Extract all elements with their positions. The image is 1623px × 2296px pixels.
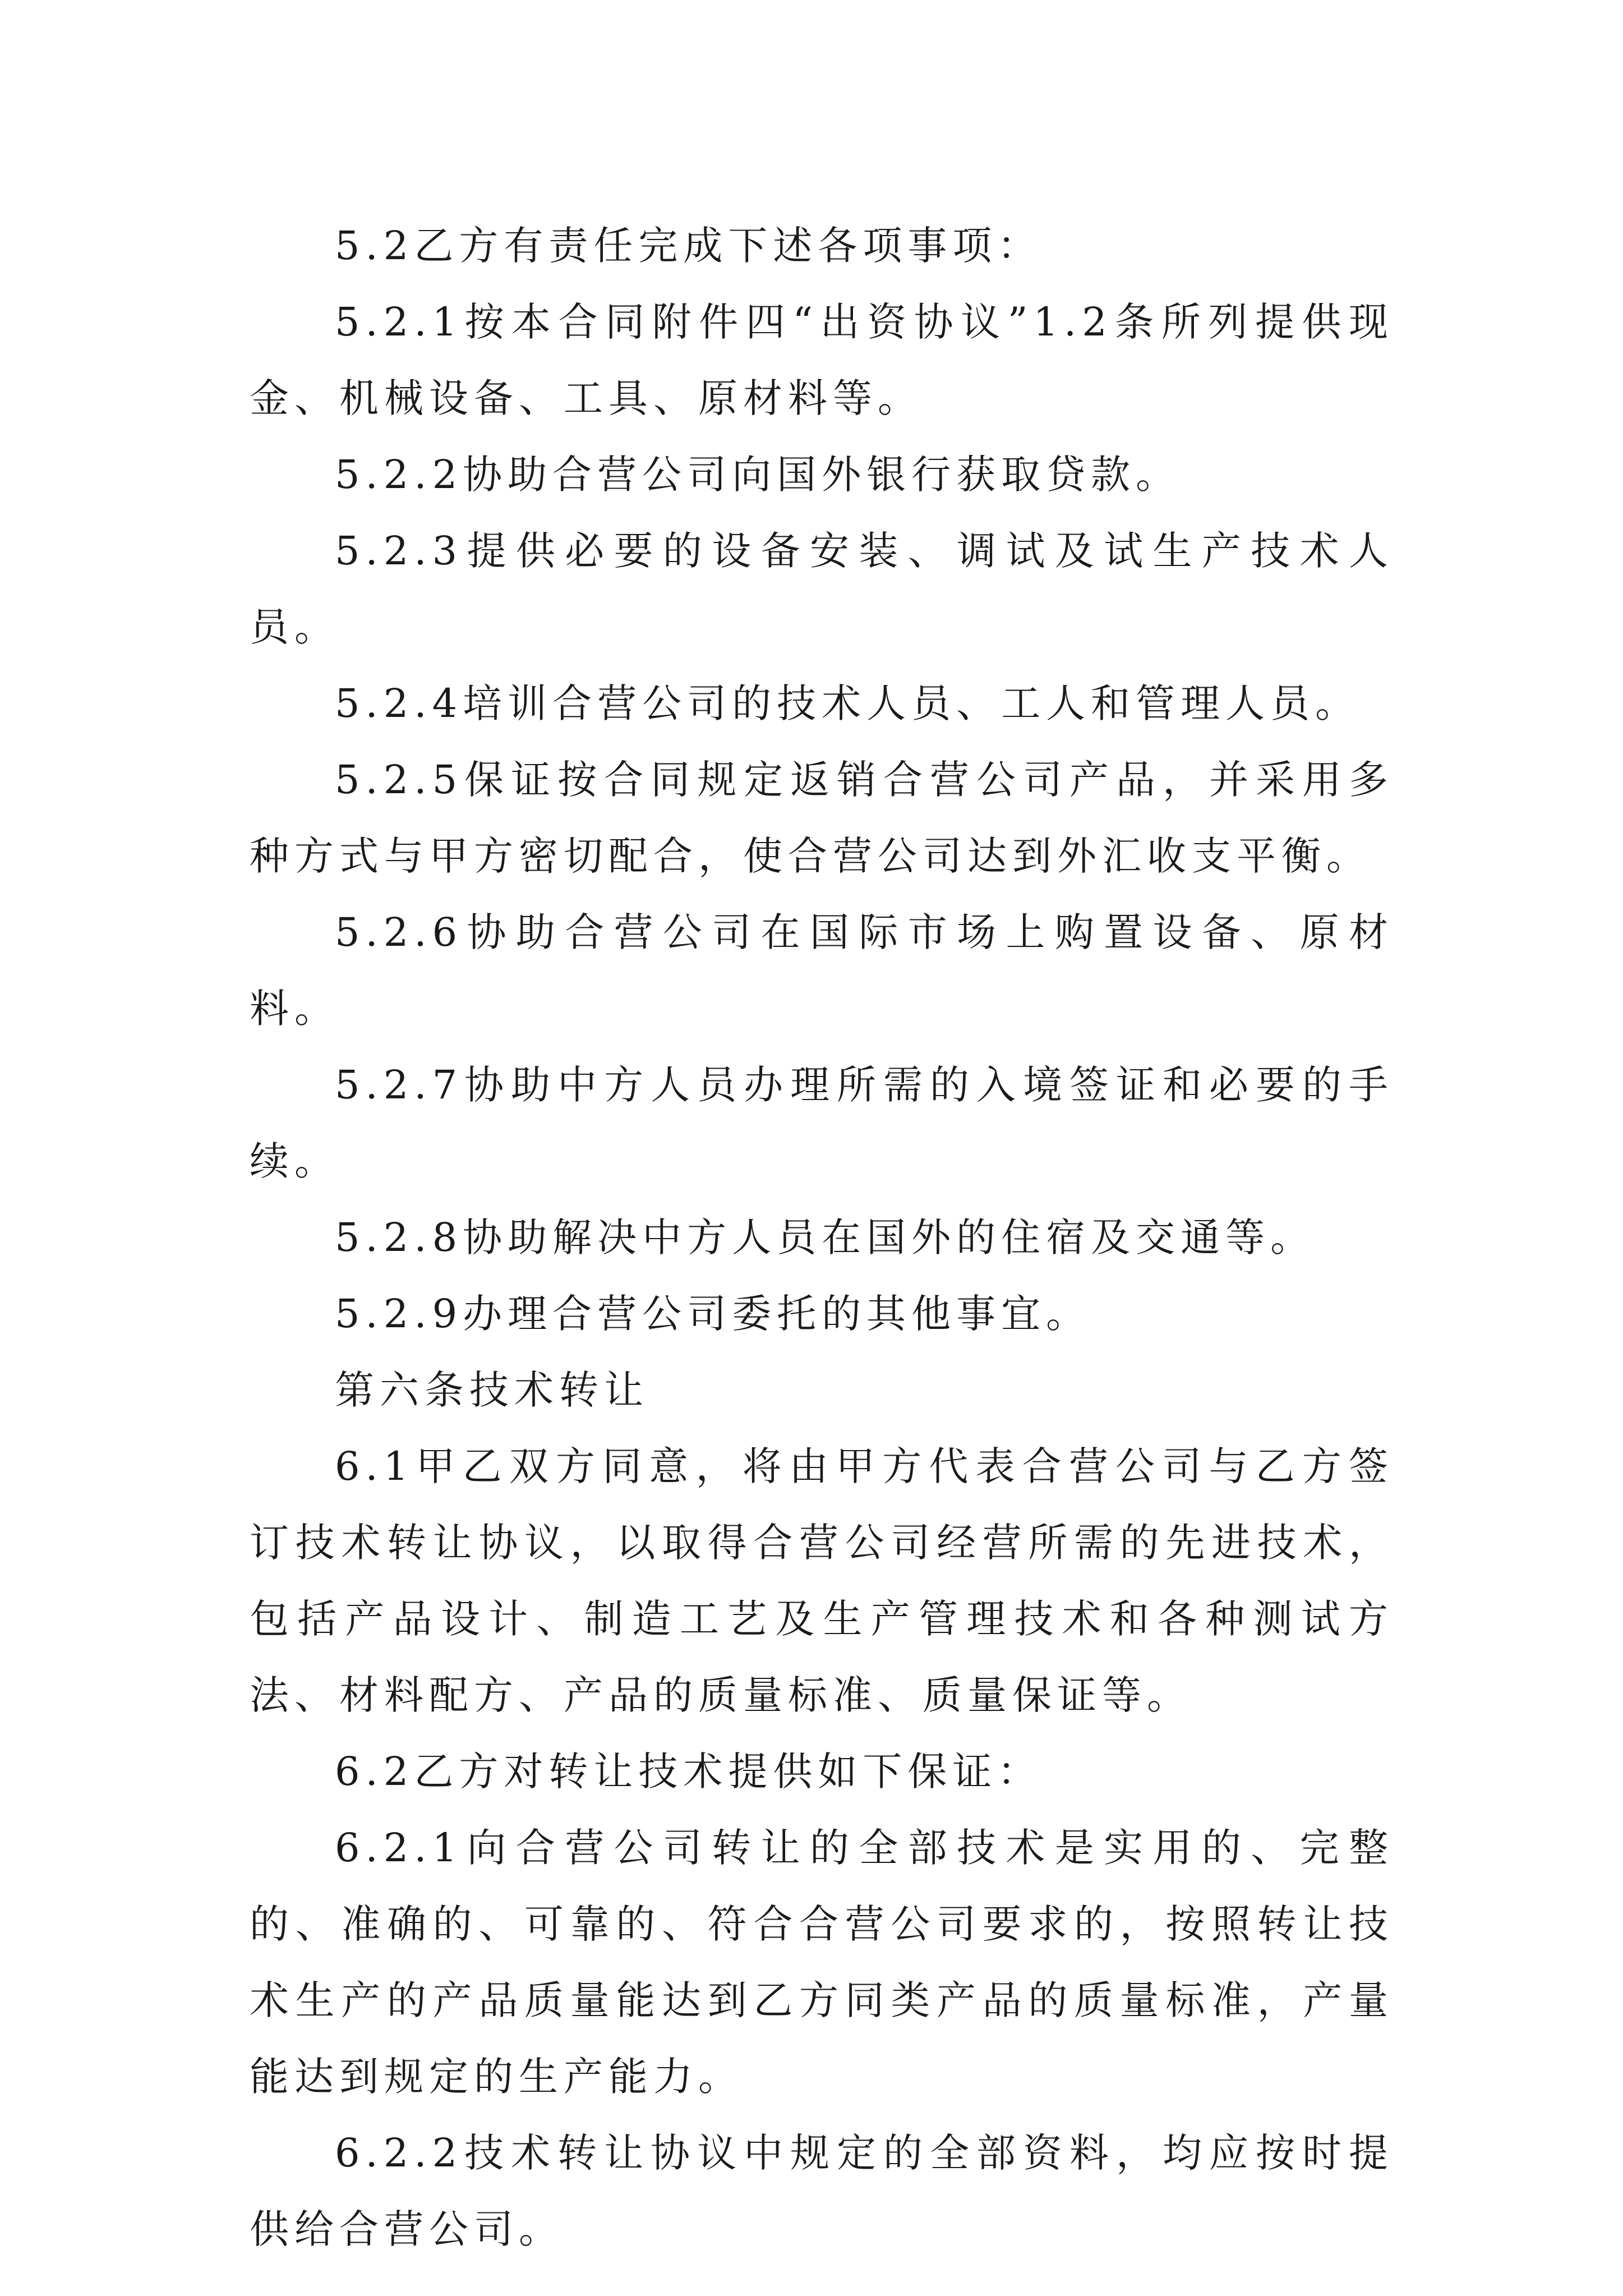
paragraph-5-2-2: 5.2.2协助合营公司向国外银行获取贷款。: [335, 452, 1181, 498]
paragraph-6-2-1: 6.2.1向合营公司转让的全部技术是实用的、完整的、准确的、可靠的、符合合营公司要求的，按照转让技术生产的产品质量能达到乙方同类产品的质量标准，产量能达到规定的生产能力。: [250, 1825, 1394, 2100]
paragraph-5-2-1: 5.2.1按本合同附件四“出资协议”1.2条所列提供现金、机械设备、工具、原材料等。: [250, 299, 1394, 421]
paragraph-5-2-3: 5.2.3提供必要的设备安装、调试及试生产技术人员。: [250, 528, 1394, 650]
paragraph-5-2-5: 5.2.5保证按合同规定返销合营公司产品，并采用多种方式与甲方密切配合，使合营公司达到外汇收支平衡。: [250, 757, 1394, 879]
paragraph-5-2-8: 5.2.8协助解决中方人员在国外的住宿及交通等。: [335, 1214, 1316, 1260]
paragraph-6-2-2: 6.2.2技术转让协议中规定的全部资料，均应按时提供给合营公司。: [250, 2130, 1394, 2252]
paragraph-5-2-4: 5.2.4培训合营公司的技术人员、工人和管理人员。: [335, 680, 1361, 726]
paragraph-5-2-9: 5.2.9办理合营公司委托的其他事宜。: [335, 1291, 1091, 1337]
paragraph-5-2-6: 5.2.6协助合营公司在国际市场上购置设备、原材料。: [250, 909, 1394, 1032]
paragraph-5-2-7: 5.2.7协助中方人员办理所需的入境签证和必要的手续。: [250, 1062, 1394, 1184]
document-body: [250, 208, 1394, 2267]
section-heading-article-6: 第六条技术转让: [335, 1367, 649, 1413]
paragraph-5-2: 5.2乙方有责任完成下述各项事项：: [335, 223, 1043, 269]
paragraph-6-2: 6.2乙方对转让技术提供如下保证：: [335, 1749, 1043, 1795]
paragraph-6-1: 6.1甲乙双方同意，将由甲方代表合营公司与乙方签订技术转让协议，以取得合营公司经营所需的先进技术，包括产品设计、制造工艺及生产管理技术和各种测试方法、材料配方、产品的质量标准、质量保证等。: [250, 1443, 1394, 1718]
